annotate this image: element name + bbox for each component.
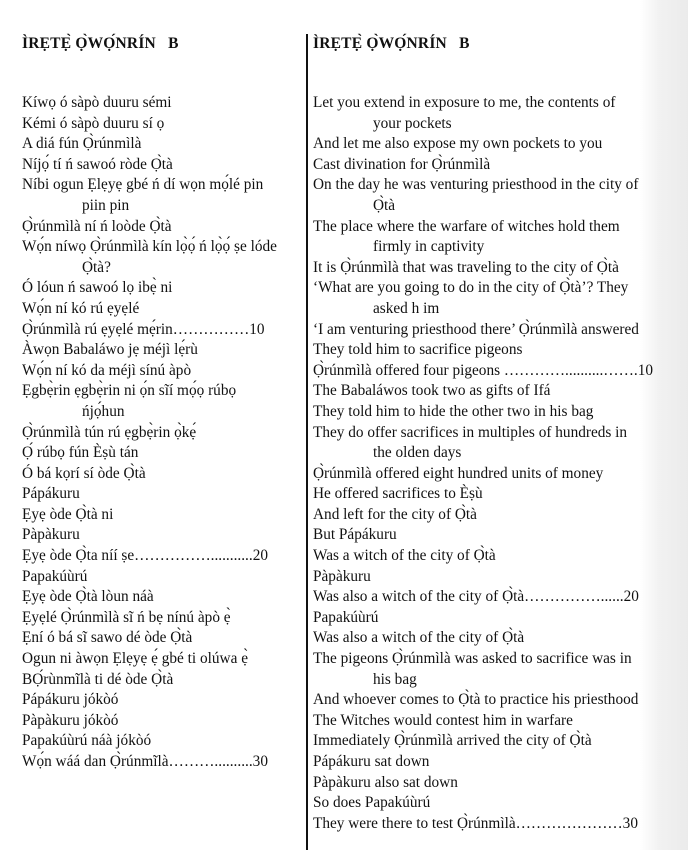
verse-line-text: Was also a witch of the city of Ọ̀tà (313, 629, 525, 647)
verse-line (22, 628, 305, 649)
verse-line (313, 423, 683, 464)
verse-line-text: Ogun ni àwọn Ẹlẹyẹ ẹ́ gbé ti olúwa ẹ̀ (22, 650, 248, 668)
verse-line-text: Ọ̀rúnmìlà rú ẹyẹlé mẹ́rin……………10 (22, 320, 265, 338)
verse-line (313, 484, 683, 505)
verse-line-text: Ọ̀rúnmìlà offered four pigeons …………..........…….10 (313, 361, 654, 379)
verse-line-text: They told him to sacrifice pigeons (313, 341, 523, 359)
yoruba-title: ÌRẸTẸ̀ Ọ̀WỌ́NRÍN B (22, 35, 179, 52)
verse-line-text: Wọ́n ní kó da méjì sínú àpò (22, 361, 192, 379)
verse-line-continuation: his bag (373, 670, 417, 688)
verse-line (313, 773, 683, 794)
verse-line (22, 340, 305, 361)
verse-line (313, 711, 683, 732)
verse-line (22, 752, 305, 773)
verse-line-text: Ọ̀rúnmìlà tún rú ẹgbẹ̀rin ọ̀kẹ́ (22, 423, 197, 441)
verse-line (313, 567, 683, 588)
verse-line-text: Ọ̀rúnmìlà offered eight hundred units of money (313, 464, 604, 482)
english-title: ÌRẸTẸ̀ Ọ̀WỌ́NRÍN B (313, 35, 470, 52)
verse-line-text: BỌ́rùnmĩlà ti dé òde Ọ̀tà (22, 670, 174, 688)
verse-line-text: Let you extend in exposure to me, the contents of (313, 94, 616, 111)
verse-line-text: Pápákuru (22, 485, 80, 503)
verse-line-text: Kíwọ ó sàpò duuru sémi (22, 94, 172, 111)
verse-line (22, 690, 305, 711)
verse-line (22, 608, 305, 629)
verse-line (313, 690, 683, 711)
verse-line (22, 649, 305, 670)
verse-line-text: And let me also expose my own pockets to you (313, 135, 603, 153)
verse-line-text: They told him to hide the other two in his bag (313, 402, 594, 420)
column-divider (306, 34, 308, 850)
verse-line (22, 93, 305, 114)
verse-line-text: Ẹyẹ òde Ọ̀tà ni (22, 505, 114, 523)
english-verse-list (313, 93, 683, 834)
verse-line (313, 402, 683, 423)
verse-line-text: Ẹyẹ òde Ọ̀tà lòun náà (22, 588, 154, 606)
verse-line (22, 134, 305, 155)
verse-line (313, 381, 683, 402)
verse-line (22, 567, 305, 588)
verse-line-text: Ẹyẹlé Ọ̀rúnmìlà sĩ ń bẹ nínú àpò ẹ̀ (22, 608, 231, 626)
verse-line-text: Was also a witch of the city of Ọ̀tà……………......20 (313, 588, 639, 606)
verse-line-text: A diá fún Ọ̀rúnmìlà (22, 135, 142, 153)
verse-line (313, 93, 683, 134)
verse-line-text: Papakúùrú (22, 567, 88, 585)
verse-line-text: The Witches would contest him in warfare (313, 711, 573, 729)
verse-line-text: But Pápákuru (313, 526, 397, 544)
verse-line-text: Kémi ó sàpò duuru sí ọ (22, 114, 165, 132)
verse-line (313, 546, 683, 567)
verse-line (313, 731, 683, 752)
verse-line-continuation: firmly in captivity (373, 238, 485, 256)
verse-line-text: Ẹyẹ òde Ọ̀ta níí ṣe……………...........20 (22, 547, 268, 565)
verse-line (22, 278, 305, 299)
verse-line (22, 484, 305, 505)
verse-line (22, 381, 305, 422)
verse-line-text: Pàpàkuru (313, 567, 371, 585)
verse-line-text: Pápákuru sat down (313, 753, 430, 770)
verse-line (22, 587, 305, 608)
verse-line (22, 525, 305, 546)
verse-line-text: They do offer sacrifices in multiples of hundreds in (313, 423, 628, 441)
verse-line (22, 217, 305, 238)
verse-line-continuation: the olden days (373, 444, 462, 462)
verse-line-text: ‘What are you going to do in the city of Ọ̀tà’? They (313, 279, 629, 297)
verse-line-continuation: piin pin (82, 196, 130, 214)
verse-line (313, 175, 683, 216)
verse-line-text: Ó lóun ń sawoó lọ ibẹ̀ ni (22, 279, 173, 297)
verse-line-text: The place where the warfare of witches hold them (313, 217, 620, 235)
verse-line-text: They were there to test Ọ̀rúnmìlà…………………30 (313, 814, 638, 832)
verse-line-text: It is Ọ̀rúnmìlà that was traveling to the city of Ọ̀tà (313, 258, 619, 276)
verse-line-text: He offered sacrifices to Èṣù (313, 485, 483, 503)
verse-line-text: Ẹní ó bá sĩ sawo dé òde Ọ̀tà (22, 629, 193, 647)
verse-line-text: Ọ̀rúnmìlà ní ń loòde Ọ̀tà (22, 217, 172, 235)
verse-line (313, 278, 683, 319)
verse-line-continuation: ńjọ́hun (82, 402, 125, 420)
verse-line (22, 155, 305, 176)
verse-line-continuation: asked h im (373, 299, 440, 317)
verse-line-text: And whoever comes to Ọ̀tà to practice his priesthood (313, 691, 639, 709)
verse-line-text: On the day he was venturing priesthood in the city of (313, 176, 639, 194)
verse-line (22, 237, 305, 278)
verse-line-text: Pápákuru jókòó (22, 691, 119, 709)
verse-line (313, 361, 683, 382)
verse-line-text: ‘I am venturing priesthood there’ Ọ̀rúnmìlà answered (313, 320, 639, 338)
verse-line (22, 464, 305, 485)
verse-line (313, 587, 683, 608)
verse-line (22, 443, 305, 464)
verse-line-text: Immediately Ọ̀rúnmìlà arrived the city of Ọ̀tà (313, 732, 592, 750)
verse-line-text: Papakúùrú (313, 608, 379, 626)
verse-line (22, 299, 305, 320)
verse-line (22, 731, 305, 752)
verse-line-text: So does Papakúùrú (313, 794, 431, 812)
verse-line-text: And left for the city of Ọ̀tà (313, 505, 477, 523)
verse-line-continuation: your pockets (373, 114, 452, 132)
verse-line-text: Ẹgbẹ̀rin ẹgbẹ̀rin ni ọ́n sĩí mọ́ọ rúbọ (22, 382, 237, 400)
verse-line-text: Ọ́ rúbọ fún Èṣù tán (22, 444, 139, 462)
verse-line (313, 793, 683, 814)
verse-line (22, 175, 305, 216)
verse-line (313, 217, 683, 258)
verse-line (313, 134, 683, 155)
verse-line (313, 814, 683, 835)
verse-line-text: Wọ́n wáá dan Ọ̀rúnmĩlà………..........30 (22, 753, 268, 770)
verse-line-text: Pàpàkuru (22, 526, 80, 544)
verse-line (22, 711, 305, 732)
verse-line-text: Wọ́n níwọ Ọ̀rúnmìlà kín lọ̀ọ́ ń lọ̀ọ́ ṣe lóde (22, 238, 277, 256)
verse-line-text: Was a witch of the city of Ọ̀tà (313, 547, 496, 565)
verse-line (22, 320, 305, 341)
verse-line (22, 546, 305, 567)
verse-line-text: Níjọ́ tí ń sawoó ròde Ọ̀tà (22, 155, 173, 173)
verse-line (22, 505, 305, 526)
verse-line-text: The Babaláwos took two as gifts of Ifá (313, 382, 551, 400)
verse-line (313, 505, 683, 526)
verse-line-text: Níbi ogun Ẹlẹyẹ gbé ń dí wọn mọ́lé pin (22, 176, 264, 194)
verse-line-text: Papakúùrú náà jókòó (22, 732, 152, 750)
verse-line (313, 525, 683, 546)
verse-line (313, 155, 683, 176)
verse-line (313, 752, 683, 773)
verse-line (313, 320, 683, 341)
verse-line-text: Ó bá kọrí sí òde Ọ̀tà (22, 464, 146, 482)
verse-line (22, 670, 305, 691)
verse-line (313, 649, 683, 690)
verse-line-text: Pàpàkuru also sat down (313, 773, 458, 791)
verse-line-text: Pàpàkuru jókòó (22, 711, 119, 729)
verse-line-text: Cast divination for Ọ̀rúnmìlà (313, 155, 491, 173)
verse-line-text: The pigeons Ọ̀rúnmìlà was asked to sacrifice was in (313, 650, 632, 668)
verse-line (22, 423, 305, 444)
verse-line (313, 628, 683, 649)
verse-line (313, 340, 683, 361)
verse-line-continuation: Ọ̀tà? (82, 258, 111, 276)
verse-line-continuation: Ọ̀tà (373, 196, 396, 214)
verse-line (22, 114, 305, 135)
verse-line (313, 464, 683, 485)
verse-line-text: Wọ́n ní kó rú ẹyẹlé (22, 299, 140, 317)
verse-line (313, 608, 683, 629)
verse-line (313, 258, 683, 279)
verse-line-text: Àwọn Babaláwo jẹ méjì lẹ́rù (22, 341, 198, 359)
yoruba-verse-list (22, 93, 305, 773)
verse-line (22, 361, 305, 382)
